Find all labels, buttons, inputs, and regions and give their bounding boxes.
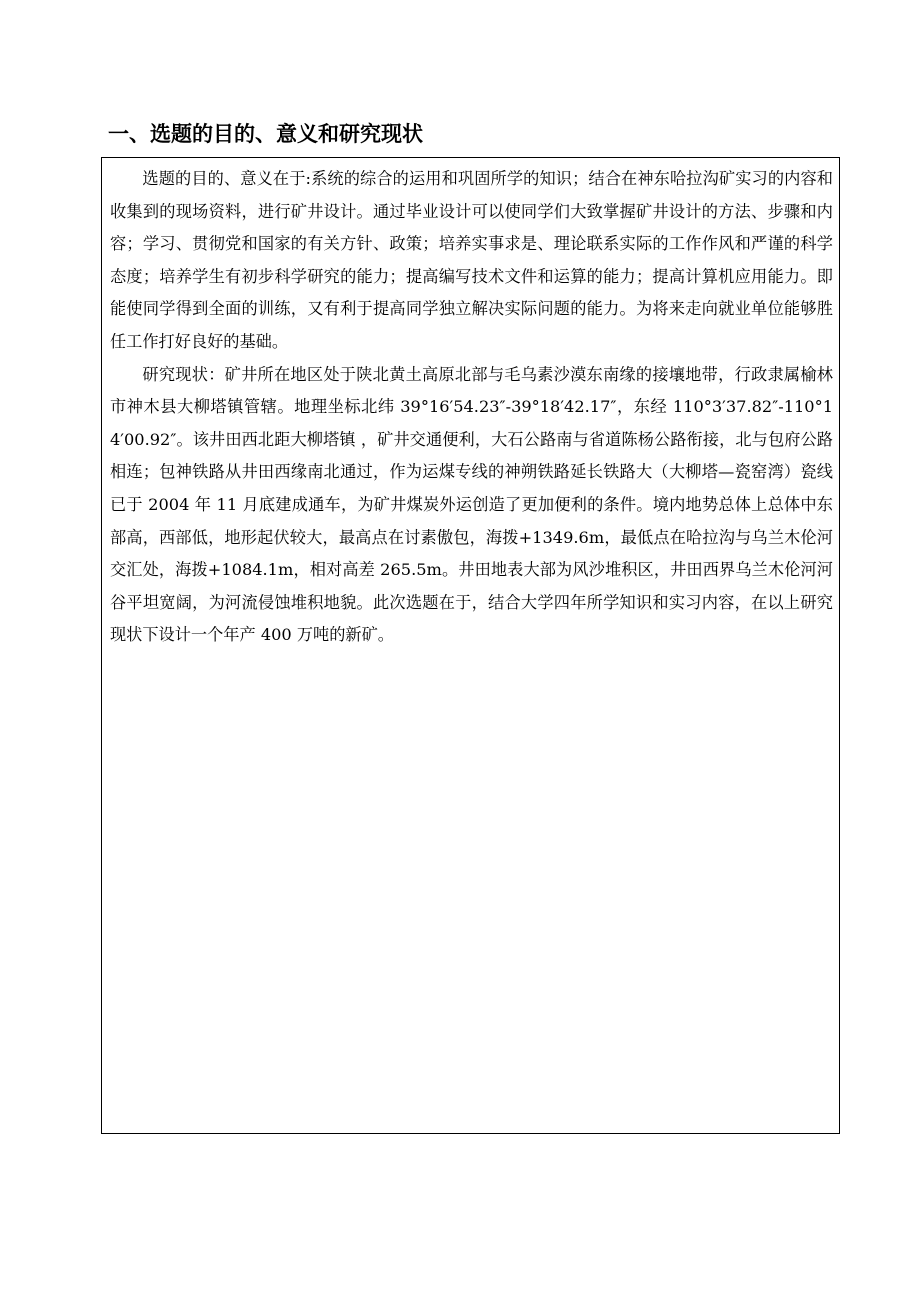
- content-text: [110, 163, 833, 652]
- content-box: [101, 157, 840, 1134]
- research-status-paragraph: 研究现状：矿井所在地区处于陕北黄土高原北部与毛乌素沙漠东南缘的接壤地带，行政隶属榆林市神木县大柳塔镇管辖。地理坐标北纬 39°16′54.23″-39°18′42.17″，东经 110°3′37.82″-110°14′00.92″。该井田西北距大柳塔镇 ，矿井交通便利，大石公路南与省道陈杨公路衔接，北与包府公路相连；包神铁路从井田西缘南北通过，作为运煤专线的神朔铁路延长铁路大（大柳塔—瓷窑湾）瓷线已于 2004 年 11 月底建成通车，为矿井煤炭外运创造了更加便利的条件。境内地势总体上总体中东部高，西部低，地形起伏较大，最高点在讨素傲包，海拨+1349.6m，最低点在哈拉沟与乌兰木伦河交汇处，海拨+1084.1m，相对高差 265.5m。井田地表大部为风沙堆积区，井田西界乌兰木伦河河谷平坦宽阔，为河流侵蚀堆积地貌。此次选题在于，结合大学四年所学知识和实习内容，在以上研究现状下设计一个年产 400 万吨的新矿。: [110, 364, 833, 645]
- purpose-paragraph: 选题的目的、意义在于:系统的综合的运用和巩固所学的知识；结合在神东哈拉沟矿实习的内容和收集到的现场资料，进行矿井设计。通过毕业设计可以使同学们大致掌握矿井设计的方法、步骤和内容；学习、贯彻党和国家的有关方针、政策；培养实事求是、理论联系实际的工作作风和严谨的科学态度；培养学生有初步科学研究的能力；提高编写技术文件和运算的能力；提高计算机应用能力。即能使同学得到全面的训练，又有利于提高同学独立解决实际问题的能力。为将来走向就业单位能够胜任工作打好良好的基础。: [110, 169, 833, 351]
- section-heading: 一、选题的目的、意义和研究现状: [108, 122, 423, 146]
